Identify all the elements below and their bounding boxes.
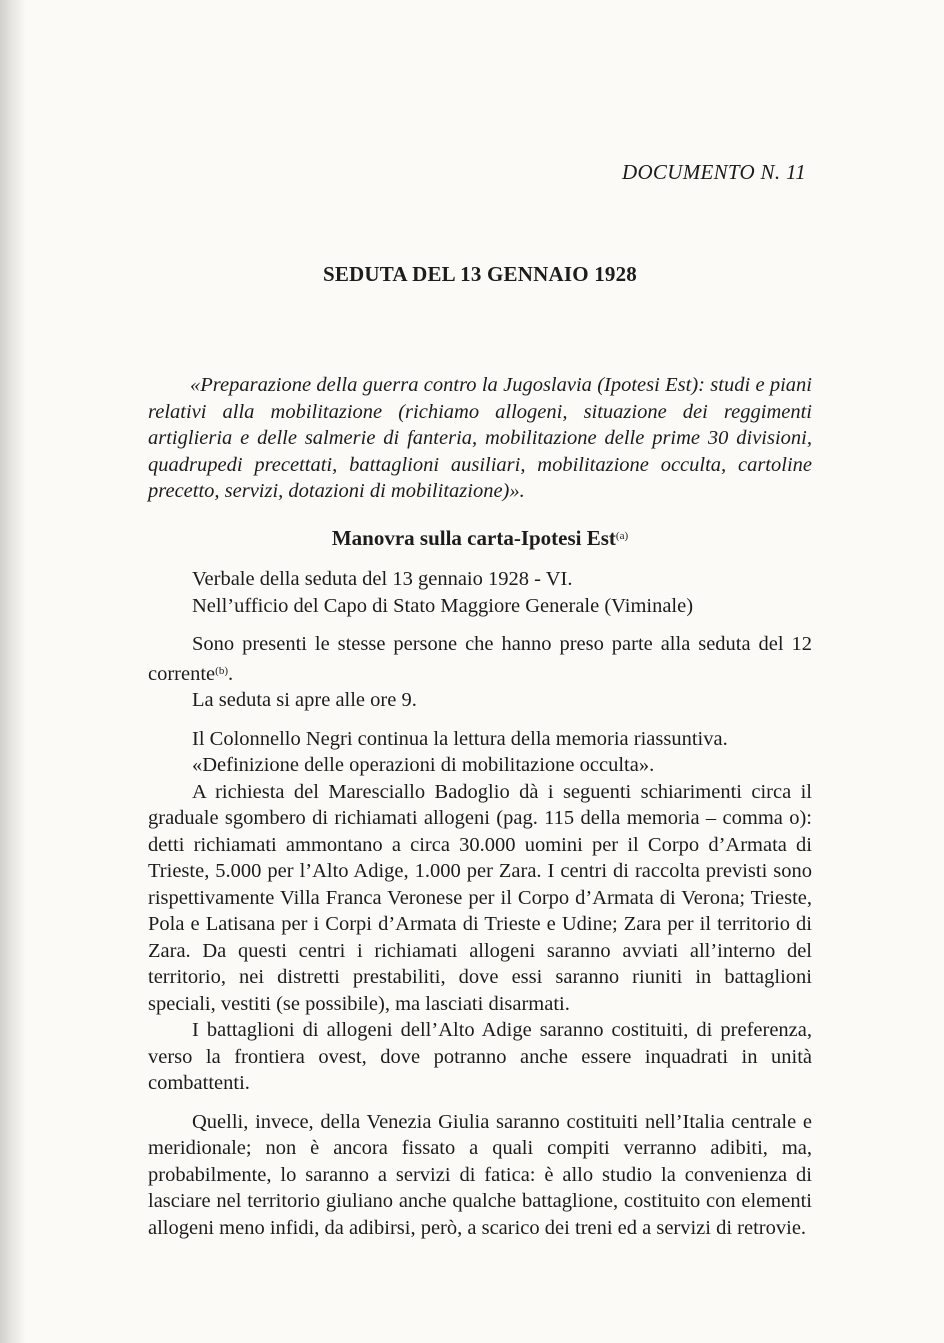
document-body <box>148 566 812 1241</box>
paragraph-definizione: «Definizione delle operazioni di mobilitazione occulta». <box>192 754 655 776</box>
paragraph-presenti-text: Sono presenti le stesse persone che hanno preso parte alla seduta del 12 corrente <box>148 633 812 685</box>
footnote-mark-a: (a) <box>615 530 629 542</box>
section-title <box>148 526 812 551</box>
paragraph-presenti-end: . <box>227 662 234 685</box>
paragraph-alto-adige: I battaglioni di allogeni dell’Alto Adige saranno costituiti, di preferenza, verso la frontiera ovest, dove potranno anche essere inquadrati in unità combattenti. <box>148 1019 812 1094</box>
session-title: SEDUTA DEL 13 GENNAIO 1928 <box>322 262 638 286</box>
paragraph-presenti <box>148 631 812 687</box>
document-number: DOCUMENTO N. 11 <box>622 160 806 184</box>
paragraph-apre: La seduta si apre alle ore 9. <box>192 689 417 711</box>
paragraph-negri: Il Colonnello Negri continua la lettura della memoria riassuntiva. <box>192 727 728 750</box>
session-abstract: «Preparazione della guerra contro la Jugoslavia (Ipotesi Est): studi e piani relativi alla mobilitazione (richiamo allogeni, situazione dei reggimenti artiglieria e delle salmerie di fanteria, mobilitazione delle prime 30 divisioni, quadrupedi precettati, battaglioni ausiliari, mobilitazione occulta, cartoline precetto, servizi, dotazioni di mobilitazione)». <box>148 374 812 502</box>
paragraph-verbale: Verbale della seduta del 13 gennaio 1928 - VI. <box>192 568 573 590</box>
footnote-mark-b: (b) <box>215 664 228 677</box>
section-title-text: Manovra sulla carta-Ipotesi Est <box>331 526 616 550</box>
paragraph-ufficio: Nell’ufficio del Capo di Stato Maggiore Generale (Viminale) <box>192 594 694 617</box>
paragraph-venezia-giulia: Quelli, invece, della Venezia Giulia saranno costituiti nell’Italia centrale e meridionale; non è ancora fissato a quali compiti verranno adibiti, ma, probabilmente, lo saranno a servizi di fatica: è allo studio la convenienza di lasciare nel territorio giuliano anche qualche battaglione, costituito con elementi allogeni meno infidi, da adibirsi, però, a scarico dei treni ed a servizi di retrovie. <box>148 1110 812 1239</box>
paragraph-badoglio: A richiesta del Maresciallo Badoglio dà i seguenti schiarimenti circa il graduale sgombero di richiamati allogeni (pag. 115 della memoria – comma o): detti richiamati ammontano a circa 30.000 uomini per il Corpo d’Armata di Trieste, 5.000 per l’Alto Adige, 1.000 per Zara. I centri di raccolta previsti sono rispettivamente Villa Franca Veronese per il Corpo d’Armata di Verona; Trieste, Pola e Latisana per i Corpi d’Armata di Trieste e Udine; Zara per il territorio di Zara. Da questi centri i richiamati allogeni saranno avviati all’interno del territorio, nei distretti prestabiliti, dove essi saranno riuniti in battaglioni speciali, vestiti (se possibile), ma lasciati disarmati. <box>148 780 812 1015</box>
binding-shadow <box>0 0 26 1343</box>
